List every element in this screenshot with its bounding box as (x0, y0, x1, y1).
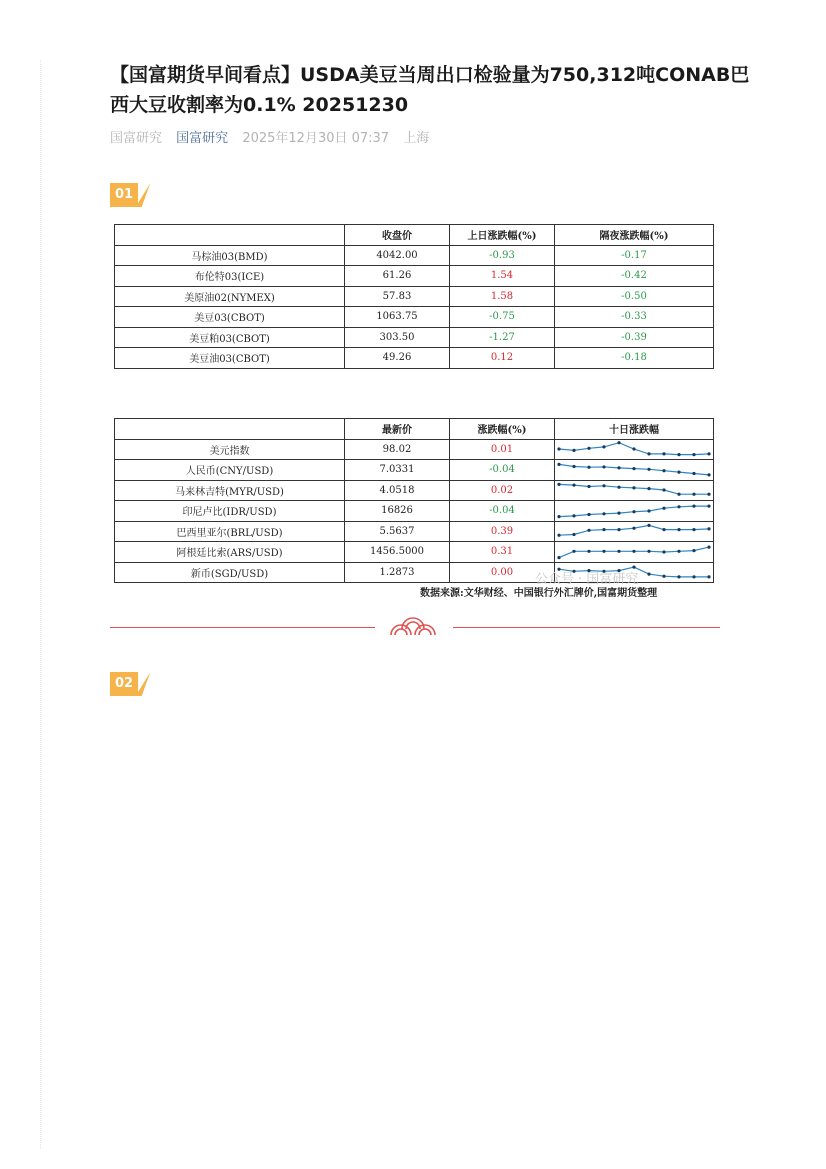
sparkline-point (632, 549, 635, 552)
change-percent: 0.31 (450, 542, 555, 563)
table-row (115, 480, 714, 501)
latest-price: 1456.5000 (345, 542, 450, 563)
latest-price: 5.5637 (345, 521, 450, 542)
sparkline-point (572, 465, 575, 468)
currency-name: 巴西里亚尔(BRL/USD) (115, 521, 345, 542)
close-price: 303.50 (345, 327, 450, 348)
sparkline-point (677, 576, 680, 579)
section-number: 01 (110, 183, 138, 207)
sparkline-point (632, 487, 635, 490)
header-cell: 最新价 (345, 419, 450, 440)
table-row (115, 348, 714, 369)
sparkline-point (617, 441, 620, 444)
change-percent: -0.04 (450, 501, 555, 522)
article-title: 【国富期货早间看点】USDA美豆当周出口检验量为750,312吨CONAB巴西大豆收割率为0.1% 20251230 (110, 64, 750, 116)
table-row (115, 521, 714, 542)
currency-name: 印尼卢比(IDR/USD) (115, 501, 345, 522)
sparkline-point (707, 576, 710, 579)
sparkline-point (617, 549, 620, 552)
sparkline (555, 502, 713, 520)
header-cell: 收盘价 (345, 225, 450, 246)
latest-price: 1.2873 (345, 562, 450, 583)
futures-table (114, 224, 714, 369)
sparkline-point (572, 484, 575, 487)
sparkline-point (692, 549, 695, 552)
prev-change: 0.12 (450, 348, 555, 369)
section-badge-02 (110, 672, 154, 696)
ten-day-trend-cell (555, 460, 714, 481)
sparkline-point (647, 549, 650, 552)
sparkline-point (617, 486, 620, 489)
section-badge-01 (110, 183, 154, 207)
sparkline (555, 461, 713, 479)
sparkline-point (707, 545, 710, 548)
table-row (115, 460, 714, 481)
article-meta (110, 127, 439, 146)
sparkline-point (692, 504, 695, 507)
prev-change: -1.27 (450, 327, 555, 348)
table-row (115, 266, 714, 287)
sparkline-point (557, 448, 560, 451)
sparkline-point (557, 463, 560, 466)
sparkline-point (572, 533, 575, 536)
sparkline-point (587, 465, 590, 468)
sparkline-point (677, 505, 680, 508)
contract-name: 美豆03(CBOT) (115, 307, 345, 328)
close-price: 1063.75 (345, 307, 450, 328)
sparkline-point (587, 549, 590, 552)
sparkline (555, 543, 713, 561)
section-number: 02 (110, 672, 138, 696)
header-cell (115, 225, 345, 246)
currency-name: 阿根廷比索(ARS/USD) (115, 542, 345, 563)
publish-location: 上海 (403, 131, 430, 146)
sparkline-point (692, 472, 695, 475)
ten-day-trend-cell (555, 501, 714, 522)
sparkline-point (677, 470, 680, 473)
sparkline-point (632, 510, 635, 513)
header-cell (115, 419, 345, 440)
overnight-change: -0.39 (555, 327, 714, 348)
sparkline-point (707, 473, 710, 476)
sparkline-point (557, 534, 560, 537)
prev-change: -0.75 (450, 307, 555, 328)
close-price: 61.26 (345, 266, 450, 287)
contract-name: 布伦特03(ICE) (115, 266, 345, 287)
sparkline-point (677, 493, 680, 496)
header-cell: 上日涨跌幅(%) (450, 225, 555, 246)
sparkline-point (692, 453, 695, 456)
sparkline-point (632, 527, 635, 530)
sparkline-point (557, 556, 560, 559)
sparkline-point (572, 514, 575, 517)
header-cell: 涨跌幅(%) (450, 419, 555, 440)
close-price: 4042.00 (345, 245, 450, 266)
change-percent: -0.04 (450, 460, 555, 481)
overnight-change: -0.50 (555, 286, 714, 307)
ten-day-trend-cell (555, 439, 714, 460)
sparkline-point (602, 484, 605, 487)
sparkline-point (587, 529, 590, 532)
divider-right (453, 627, 720, 628)
left-dotted-guide (40, 60, 41, 1149)
sparkline-point (677, 528, 680, 531)
table-row (115, 245, 714, 266)
change-percent: 0.39 (450, 521, 555, 542)
latest-price: 7.0331 (345, 460, 450, 481)
sparkline-point (647, 467, 650, 470)
sparkline-point (602, 465, 605, 468)
change-percent: 0.00 (450, 562, 555, 583)
contract-name: 美豆粕03(CBOT) (115, 327, 345, 348)
table-row (115, 542, 714, 563)
sparkline-point (647, 487, 650, 490)
account-link[interactable]: 国富研究 (176, 131, 229, 146)
ten-day-trend-cell (555, 542, 714, 563)
sparkline-point (662, 469, 665, 472)
sparkline-point (632, 467, 635, 470)
publish-datetime: 2025年12月30日 07:37 (242, 131, 390, 146)
sparkline (555, 522, 713, 540)
sparkline-point (662, 489, 665, 492)
sparkline-point (707, 504, 710, 507)
sparkline-point (587, 485, 590, 488)
fx-table (114, 418, 714, 583)
sparkline-point (572, 549, 575, 552)
header-cell: 隔夜涨跌幅(%) (555, 225, 714, 246)
sparkline-point (617, 528, 620, 531)
sparkline-point (557, 483, 560, 486)
close-price: 57.83 (345, 286, 450, 307)
table-row (115, 501, 714, 522)
divider-left (110, 627, 375, 628)
ten-day-trend-cell (555, 521, 714, 542)
author-name: 国富研究 (110, 131, 163, 146)
sparkline-point (587, 513, 590, 516)
sparkline-point (632, 448, 635, 451)
sparkline-point (662, 528, 665, 531)
sparkline-point (602, 549, 605, 552)
table-row (115, 307, 714, 328)
sparkline-point (707, 528, 710, 531)
sparkline-point (572, 449, 575, 452)
table-header-row (115, 419, 714, 440)
sparkline-point (707, 493, 710, 496)
currency-name: 新币(SGD/USD) (115, 562, 345, 583)
sparkline-point (692, 528, 695, 531)
sparkline-point (647, 524, 650, 527)
prev-change: 1.58 (450, 286, 555, 307)
currency-name: 美元指数 (115, 439, 345, 460)
sparkline-point (662, 550, 665, 553)
sparkline-point (587, 447, 590, 450)
latest-price: 98.02 (345, 439, 450, 460)
sparkline-point (707, 453, 710, 456)
contract-name: 美豆油03(CBOT) (115, 348, 345, 369)
data-source-note: 数据来源:文华财经、中国银行外汇牌价,国富期货整理 (420, 588, 658, 599)
sparkline-point (677, 453, 680, 456)
currency-name: 人民币(CNY/USD) (115, 460, 345, 481)
sparkline-point (662, 506, 665, 509)
overnight-change: -0.18 (555, 348, 714, 369)
sparkline-point (617, 511, 620, 514)
change-percent: 0.01 (450, 439, 555, 460)
sparkline (555, 440, 713, 458)
sparkline-point (647, 509, 650, 512)
change-percent: 0.02 (450, 480, 555, 501)
prev-change: 1.54 (450, 266, 555, 287)
currency-name: 马来林吉特(MYR/USD) (115, 480, 345, 501)
overnight-change: -0.17 (555, 245, 714, 266)
sparkline-point (602, 512, 605, 515)
sparkline-point (602, 446, 605, 449)
prev-change: -0.93 (450, 245, 555, 266)
sparkline-point (557, 515, 560, 518)
table-row (115, 327, 714, 348)
sparkline-point (692, 493, 695, 496)
table-header-row (115, 225, 714, 246)
overnight-change: -0.42 (555, 266, 714, 287)
sparkline-point (677, 549, 680, 552)
sparkline-point (662, 575, 665, 578)
latest-price: 4.0518 (345, 480, 450, 501)
table-row (115, 439, 714, 460)
sparkline-point (647, 453, 650, 456)
sparkline-point (662, 453, 665, 456)
header-cell: 十日涨跌幅 (555, 419, 714, 440)
contract-name: 马棕油03(BMD) (115, 245, 345, 266)
watermark: 公众号 · 国富研究 (535, 572, 639, 587)
latest-price: 16826 (345, 501, 450, 522)
sparkline-point (692, 576, 695, 579)
sparkline-point (647, 573, 650, 576)
table-row (115, 286, 714, 307)
overnight-change: -0.33 (555, 307, 714, 328)
sparkline-point (602, 528, 605, 531)
sparkline (555, 481, 713, 499)
cloud-ornament-icon (387, 611, 439, 637)
contract-name: 美原油02(NYMEX) (115, 286, 345, 307)
ten-day-trend-cell (555, 480, 714, 501)
sparkline-point (617, 466, 620, 469)
close-price: 49.26 (345, 348, 450, 369)
